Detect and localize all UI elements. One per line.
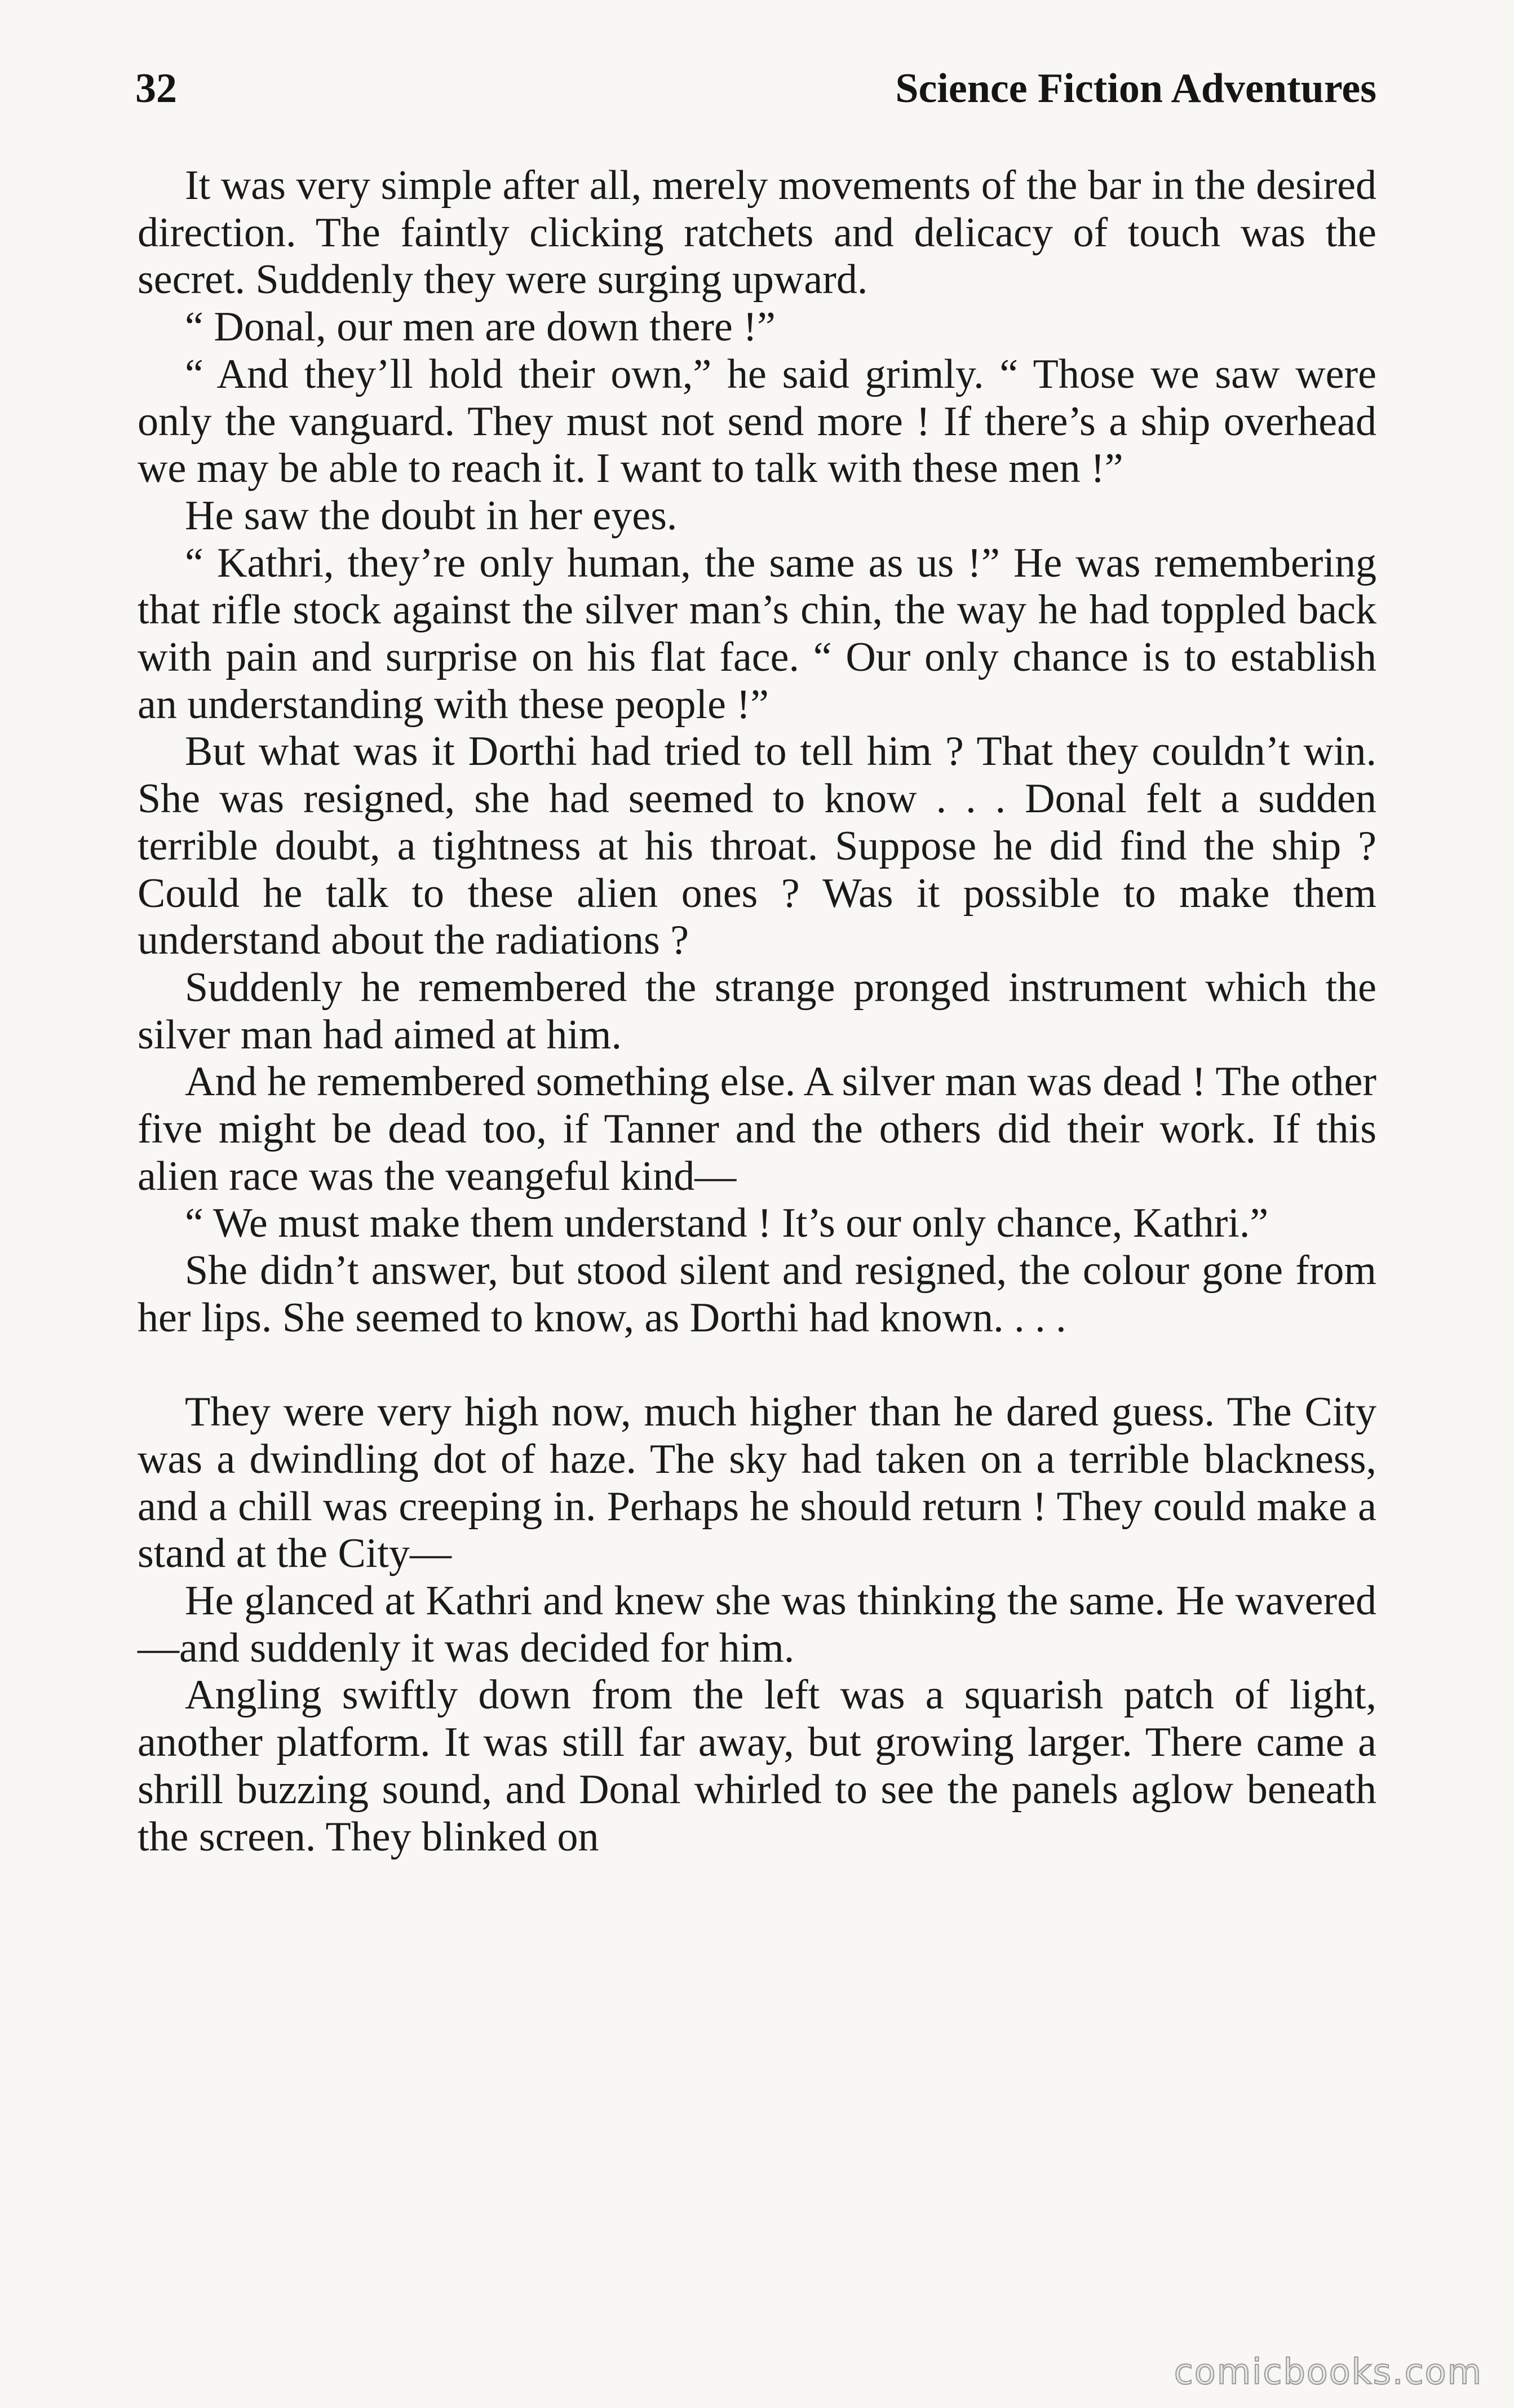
paragraph: She didn’t answer, but stood silent and resigned, the colour gone from her lips. She seemed to know, as Dorthi had known. . . . [138, 1247, 1376, 1341]
page-number: 32 [135, 65, 177, 112]
paragraph: Angling swiftly down from the left was a squarish patch of light, another platform. It was still far away, but growing larger. There came a shrill buzzing sound, and Donal whirled to see the panels aglow beneath the screen. They blinked on [138, 1672, 1376, 1860]
paragraph: But what was it Dorthi had tried to tell him ? That they couldn’t win. She was resigned, she had seemed to know . . . Donal felt a sudden terrible doubt, a tightness at his throat. Suppose he did find the ship ? Could he talk to these alien ones ? Was it possible to make them understand about the radiations ? [138, 728, 1376, 964]
watermark: comicbooks.com [1174, 2351, 1482, 2392]
section-break [138, 1342, 1376, 1389]
paragraph: And he remembered something else. A silver man was dead ! The other five might be dead too, if Tanner and the others did their work. If this alien race was the veangeful kind— [138, 1059, 1376, 1199]
running-title: Science Fiction Adventures [895, 65, 1376, 112]
paragraph: He saw the doubt in her eyes. [185, 492, 678, 539]
paragraph: He glanced at Kathri and knew she was thinking the same. He wavered—and suddenly it was decided for him. [138, 1578, 1376, 1671]
paragraph: They were very high now, much higher than he dared guess. The City was a dwindling dot of haze. The sky had taken on a terrible blackness, and a chill was creeping in. Perhaps he should return ! They could make a stand at the City— [138, 1389, 1376, 1577]
paragraph: It was very simple after all, merely movements of the bar in the desired direction. The faintly clicking ratchets and delicacy of touch was the secret. Suddenly they were surging upward. [138, 162, 1376, 303]
paragraph: Suddenly he remembered the strange pronged instrument which the silver man had aimed at him. [138, 964, 1376, 1058]
running-header [135, 65, 1376, 127]
body-text [138, 162, 1376, 1861]
paragraph: “ We must make them understand ! It’s our only chance, Kathri.” [185, 1200, 1269, 1247]
paragraph: “ Kathri, they’re only human, the same as us !” He was remembering that rifle stock against the silver man’s chin, the way he had toppled back with pain and surprise on his flat face. “ Our only chance is to establish an understanding with these people !” [138, 539, 1376, 728]
paragraph: “ Donal, our men are down there !” [185, 304, 776, 351]
paragraph: “ And they’ll hold their own,” he said grimly. “ Those we saw were only the vanguard. They must not send more ! If there’s a ship overhead we may be able to reach it. I want to talk with these men !” [138, 351, 1376, 492]
